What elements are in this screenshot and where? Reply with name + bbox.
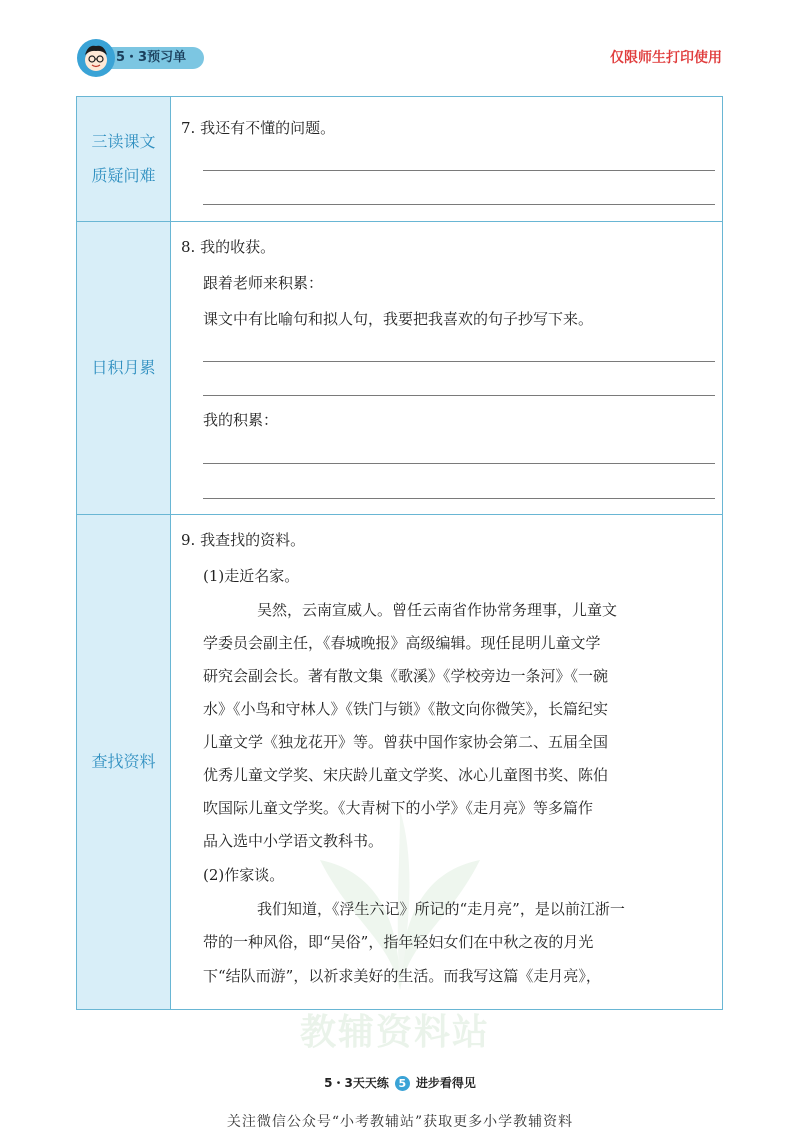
paragraph-line: 吹国际儿童文学奖。《大青树下的小学》《走月亮》等多篇作	[203, 799, 594, 817]
question-8: 8. 我的收获。	[181, 238, 276, 256]
bottom-promo-note: 关注微信公众号“小考教辅站”获取更多小学教辅资料	[226, 1114, 574, 1130]
series-label: 5・3预习单	[116, 50, 187, 65]
answer-line[interactable]	[203, 361, 715, 362]
footer-slogan: 进步看得见	[415, 1076, 476, 1090]
page-number: 5	[395, 1076, 410, 1091]
paragraph-line: 研究会副会长。著有散文集《歌溪》《学校旁边一条河》《一碗	[203, 667, 609, 685]
paragraph-line: 水》《小鸟和守林人》《铁门与锁》《散文向你微笑》，长篇纪实	[203, 700, 609, 718]
paragraph-line: 我们知道，《浮生六记》所记的“走月亮”，是以前江浙一	[257, 900, 625, 918]
print-notice: 仅限师生打印使用	[610, 50, 722, 66]
worksheet-table	[76, 96, 723, 1010]
question-9: 9. 我查找的资料。	[181, 531, 306, 549]
question-7: 7. 我还有不懂的问题。	[181, 119, 336, 137]
paragraph-line: 儿童文学《独龙花开》等。曾获中国作家协会第二、五届全国	[203, 733, 609, 751]
paragraph-line: 优秀儿童文学奖、宋庆龄儿童文学奖、冰心儿童图书奖、陈伯	[203, 766, 609, 784]
row-research	[77, 515, 722, 1009]
row-label-line: 查找资料	[91, 752, 156, 771]
row-accumulation	[77, 222, 722, 515]
row-label-line: 质疑问难	[91, 166, 156, 185]
paragraph-line: 带的一种风俗，即“吴俗”，指年轻妇女们在中秋之夜的月光	[203, 933, 594, 951]
answer-line[interactable]	[203, 395, 715, 396]
answer-line[interactable]	[203, 170, 715, 171]
paragraph-line: 吴然，云南宣威人。曾任云南省作协常务理事，儿童文	[257, 601, 618, 619]
instruction-text: 跟着老师来积累：	[203, 274, 324, 292]
answer-line[interactable]	[203, 463, 715, 464]
row-label-line: 三读课文	[91, 132, 156, 151]
row-label	[77, 515, 171, 1009]
footer-series: 5・3天天练	[324, 1076, 389, 1090]
student-avatar-icon	[76, 38, 116, 78]
paragraph-line: 学委员会副主任，《春城晚报》高级编辑。现任昆明儿童文学	[203, 634, 601, 652]
watermark-text: 教辅资料站	[300, 1012, 491, 1053]
paragraph-line: 下“结队而游”，以祈求美好的生活。而我写这篇《走月亮》，	[203, 967, 601, 985]
instruction-text: 课文中有比喻句和拟人句，我要把我喜欢的句子抄写下来。	[203, 310, 594, 328]
row-label-line: 日积月累	[91, 358, 156, 377]
my-accumulation-label: 我的积累：	[203, 411, 279, 429]
paragraph-line: 品入选中小学语文教科书。	[203, 832, 384, 850]
page-footer	[0, 1074, 800, 1091]
subheading-author: (1)走近名家。	[203, 567, 300, 585]
row-label	[77, 222, 171, 514]
row-questions	[77, 97, 722, 222]
answer-line[interactable]	[203, 498, 715, 499]
row-label	[77, 97, 171, 221]
subheading-author-talk: (2)作家谈。	[203, 866, 285, 884]
answer-line[interactable]	[203, 204, 715, 205]
